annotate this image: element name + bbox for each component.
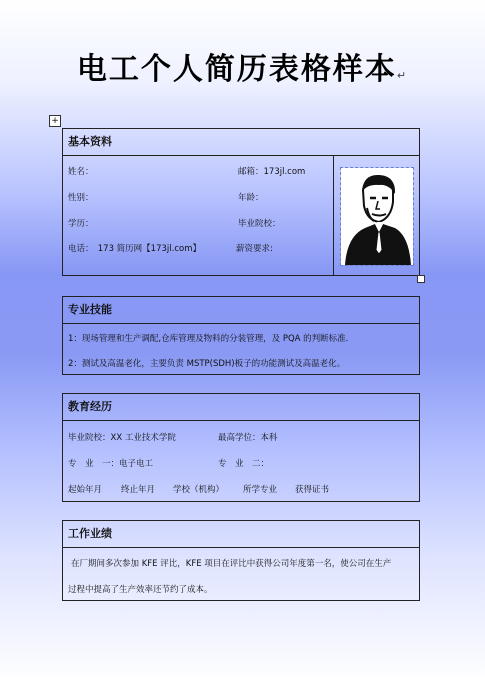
edu-major-1: 专 业 一：电子电工 (68, 459, 154, 469)
education-section (62, 393, 420, 502)
phone-field: 电话： 173 简历网【173jl.com】 (68, 244, 201, 254)
edu-school: 毕业院校：XX 工业技术学院 (68, 433, 176, 443)
email-field: 邮箱：173jl.com (238, 167, 306, 177)
basic-info-header: 基本资料 (63, 129, 419, 156)
avatar[interactable] (340, 167, 414, 266)
salary-field: 薪资要求: (236, 244, 273, 254)
name-field: 姓名： (68, 167, 94, 177)
gender-field: 性别： (68, 193, 94, 203)
work-line-1: 在厂期间多次参加 KFE 评比，KFE 项目在评比中获得公司年度第一名，使公司在生产 (71, 559, 392, 569)
education-field: 学历： (68, 219, 94, 229)
edu-col-school: 学校（机构） (173, 485, 225, 495)
skills-header: 专业技能 (63, 297, 419, 324)
page-title: 电工个人简历表格样本↵ (76, 52, 409, 87)
skill-item-2: 2：测试及高温老化，主要负责 MSTP(SDH)板子的功能测试及高温老化。 (68, 359, 346, 369)
work-line-2: 过程中提高了生产效率还节约了成本。 (68, 585, 213, 595)
basic-info-section (62, 128, 420, 276)
skills-section (62, 296, 420, 375)
edu-col-start: 起始年月 (68, 485, 103, 495)
portrait-icon (341, 168, 413, 265)
education-header: 教育经历 (63, 394, 419, 421)
table-resize-handle[interactable] (417, 275, 425, 283)
photo-cell (333, 155, 420, 275)
work-header: 工作业绩 (63, 521, 419, 548)
table-move-handle-icon[interactable]: + (49, 115, 61, 127)
work-section (62, 520, 420, 601)
edu-col-major: 所学专业 (243, 485, 278, 495)
age-field: 年龄： (238, 193, 264, 203)
skill-item-1: 1：现场管理和生产调配,仓库管理及物料的分装管理，及 PQA 的判断标准. (68, 334, 349, 344)
edu-degree: 最高学位：本科 (218, 433, 278, 443)
edu-major-2: 专 业 二： (218, 459, 270, 469)
edu-col-end: 终止年月 (121, 485, 156, 495)
edu-col-cert: 获得证书 (295, 485, 330, 495)
school-field: 毕业院校： (238, 219, 281, 229)
